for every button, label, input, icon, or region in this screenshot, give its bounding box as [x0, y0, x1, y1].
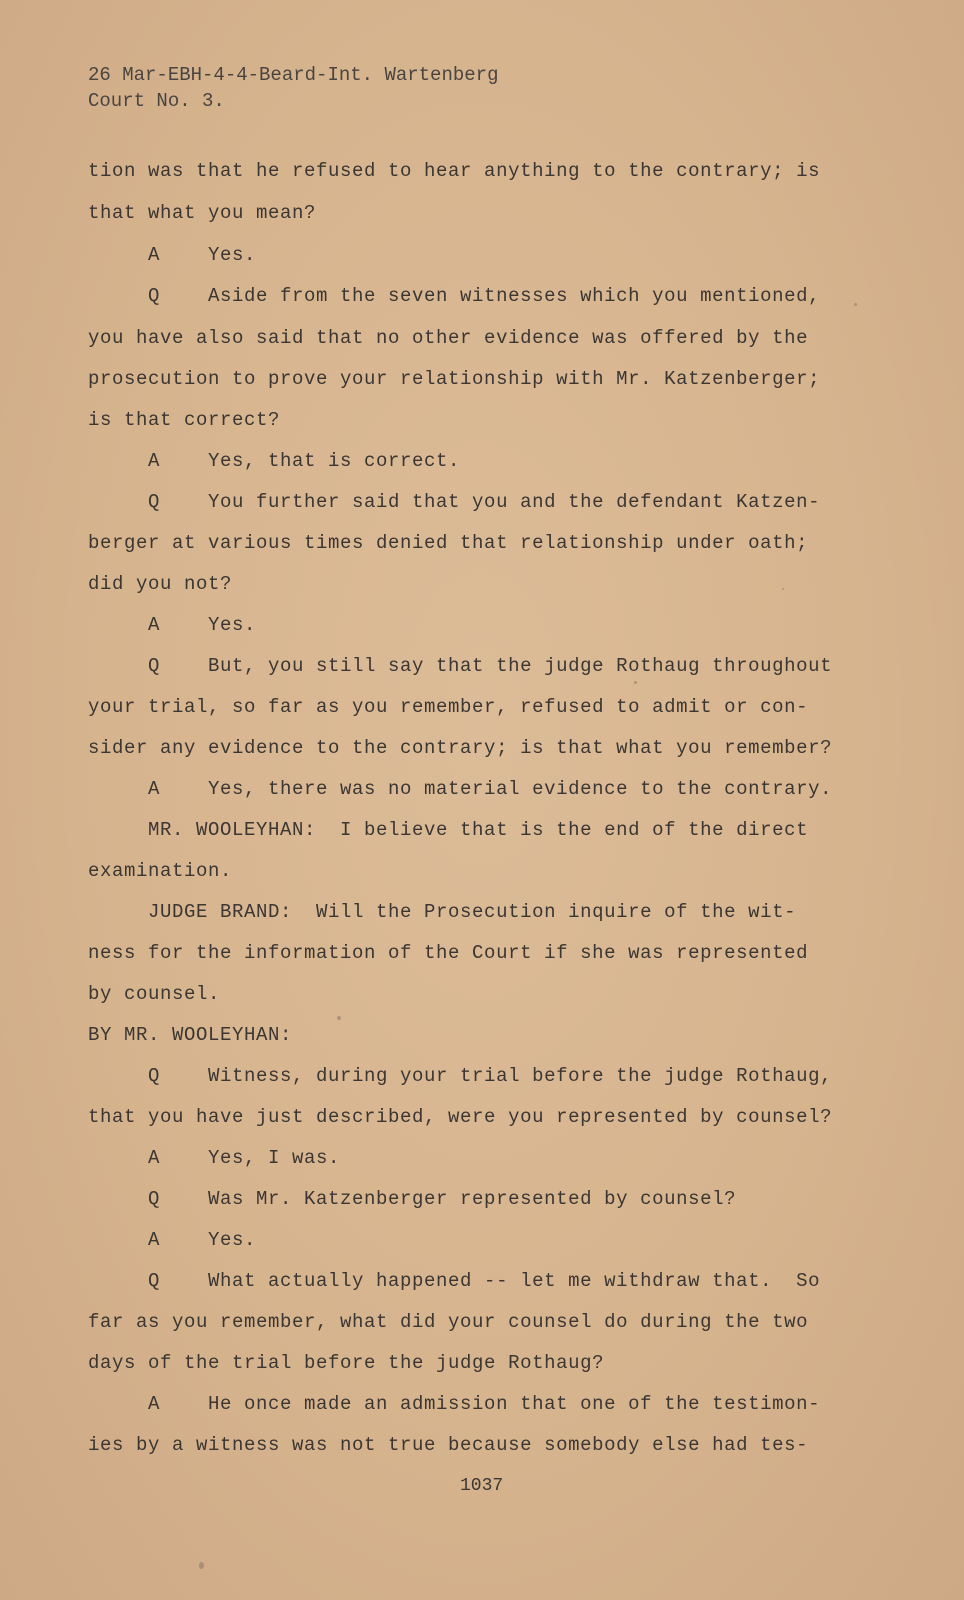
transcript-line: Q What actually happened -- let me withdraw that. So [88, 1270, 821, 1292]
transcript-line: A Yes. [88, 244, 257, 266]
transcript-line: far as you remember, what did your counsel do during the two [88, 1311, 809, 1333]
transcript-line: A Yes, I was. [88, 1147, 341, 1169]
paper-speck [337, 1016, 341, 1020]
transcript-line: Q Was Mr. Katzenberger represented by counsel? [88, 1188, 737, 1210]
transcript-line: by counsel. [88, 983, 221, 1005]
header-reference: 26 Mar-EBH-4-4-Beard-Int. Wartenberg [88, 64, 499, 86]
transcript-line: BY MR. WOOLEYHAN: [88, 1024, 293, 1046]
transcript-line: A He once made an admission that one of the testimon- [88, 1393, 821, 1415]
paper-speck [634, 681, 637, 684]
paper-speck [199, 1562, 204, 1569]
transcript-line: Q Witness, during your trial before the judge Rothaug, [88, 1065, 833, 1087]
transcript-line: you have also said that no other evidence was offered by the [88, 327, 809, 349]
transcript-line: ness for the information of the Court if she was represented [88, 942, 809, 964]
transcript-line: A Yes. [88, 1229, 257, 1251]
paper-speck [854, 303, 857, 306]
transcript-line: your trial, so far as you remember, refused to admit or con- [88, 696, 809, 718]
transcript-line: prosecution to prove your relationship with Mr. Katzenberger; [88, 368, 821, 390]
transcript-line: JUDGE BRAND: Will the Prosecution inquire of the wit- [88, 901, 797, 923]
transcript-line: Q Aside from the seven witnesses which you mentioned, [88, 285, 821, 307]
transcript-line: that you have just described, were you represented by counsel? [88, 1106, 833, 1128]
transcript-line: days of the trial before the judge Rothaug? [88, 1352, 605, 1374]
transcript-line: examination. [88, 860, 233, 882]
header-court: Court No. 3. [88, 90, 225, 112]
transcript-line: Q But, you still say that the judge Rothaug throughout [88, 655, 833, 677]
transcript-line: berger at various times denied that relationship under oath; [88, 532, 809, 554]
transcript-line: ies by a witness was not true because somebody else had tes- [88, 1434, 809, 1456]
transcript-line: that what you mean? [88, 202, 317, 224]
transcript-line: A Yes, that is correct. [88, 450, 461, 472]
transcript-line: did you not? [88, 573, 233, 595]
page-number: 1037 [460, 1476, 504, 1496]
transcript-line: A Yes. [88, 614, 257, 636]
transcript-line: MR. WOOLEYHAN: I believe that is the end of the direct [88, 819, 809, 841]
transcript-line: tion was that he refused to hear anything to the contrary; is [88, 160, 821, 182]
transcript-line: is that correct? [88, 409, 281, 431]
transcript-line: Q You further said that you and the defendant Katzen- [88, 491, 821, 513]
transcript-line: A Yes, there was no material evidence to the contrary. [88, 778, 833, 800]
paper-speck [782, 588, 784, 590]
document-header [88, 62, 498, 114]
transcript-line: sider any evidence to the contrary; is that what you remember? [88, 737, 833, 759]
